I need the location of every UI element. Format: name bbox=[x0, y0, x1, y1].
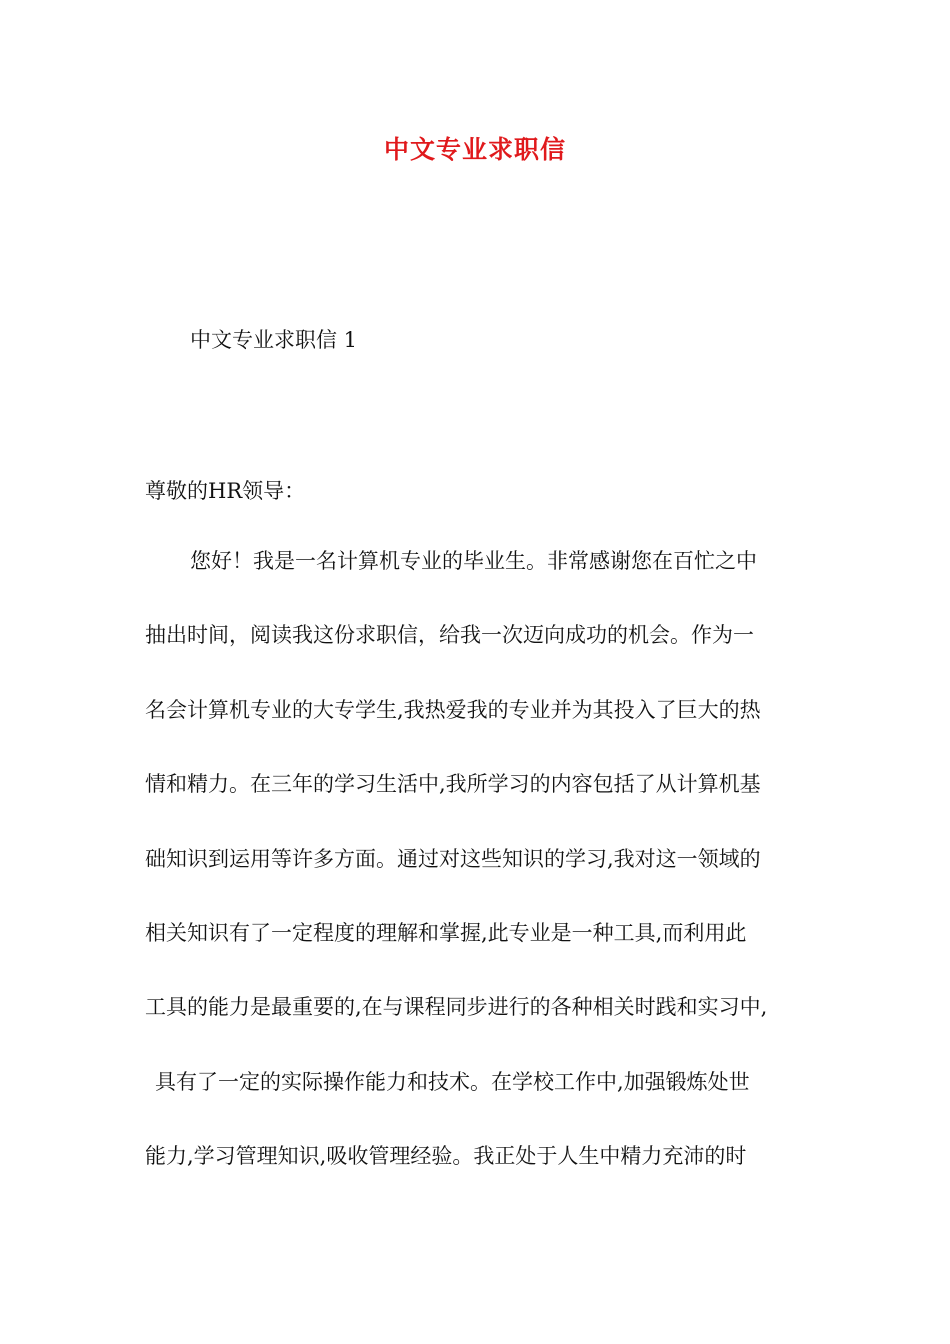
body-line: 具有了一定的实际操作能力和技术。在学校工作中,加强锻炼处世 bbox=[155, 1069, 750, 1094]
document-title: 中文专业求职信 bbox=[383, 135, 566, 164]
body-line: 能力,学习管理知识,吸收管理经验。我正处于人生中精力充沛的时 bbox=[145, 1144, 747, 1169]
section-heading: 中文专业求职信 1 bbox=[190, 328, 358, 352]
letter-body bbox=[145, 545, 815, 1215]
body-line: 础知识到运用等许多方面。通过对这些知识的学习,我对这一领域的 bbox=[145, 846, 761, 871]
salutation: 尊敬的HR领导： bbox=[145, 479, 306, 503]
body-line: 您好！我是一名计算机专业的毕业生。非常感谢您在百忙之中 bbox=[190, 549, 757, 573]
body-line: 名会计算机专业的大专学生,我热爱我的专业并为其投入了巨大的热 bbox=[145, 697, 761, 722]
body-line: 工具的能力是最重要的,在与课程同步进行的各种相关时践和实习中, bbox=[145, 995, 768, 1020]
body-line: 抽出时间，阅读我这份求职信，给我一次迈向成功的机会。作为一 bbox=[145, 623, 754, 648]
body-line: 相关知识有了一定程度的理解和掌握,此专业是一种工具,而利用此 bbox=[145, 920, 747, 945]
body-line: 情和精力。在三年的学习生活中,我所学习的内容包括了从计算机基 bbox=[145, 772, 761, 797]
